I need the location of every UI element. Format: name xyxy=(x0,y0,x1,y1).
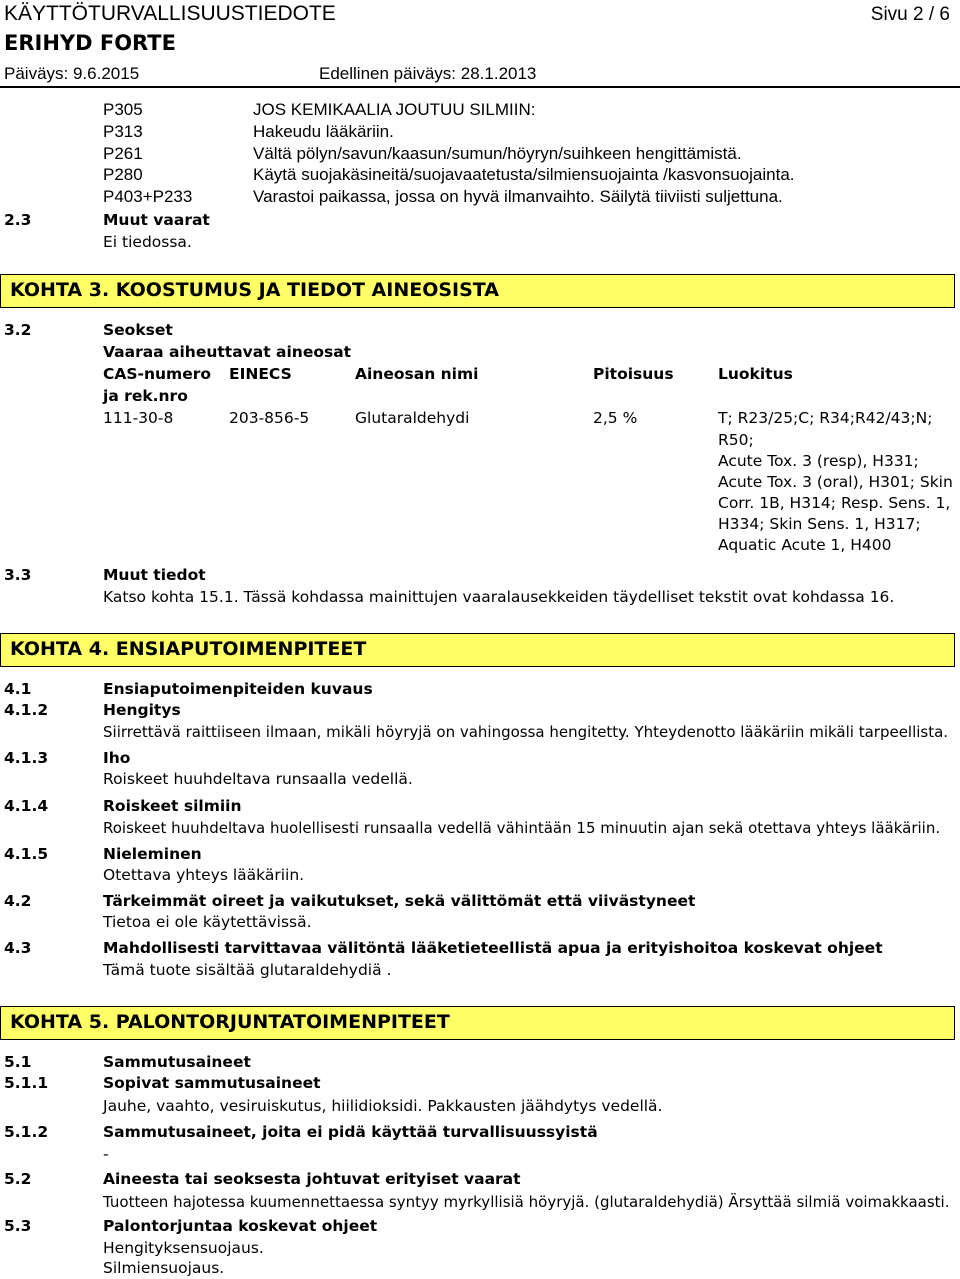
section-banner-4 xyxy=(0,633,955,667)
p-text: Vältä pölyn/savun/kaasun/sumun/höyryn/suihkeen hengittämistä. xyxy=(253,144,742,163)
table-cell-classification-line: R50; xyxy=(718,431,754,449)
section-title: Roiskeet silmiin xyxy=(103,797,242,815)
section-subtitle: Vaaraa aiheuttavat aineosat xyxy=(103,343,352,361)
section-number: 4.3 xyxy=(4,939,32,957)
header-divider xyxy=(0,86,960,88)
table-cell-classification-line: Acute Tox. 3 (oral), H301; Skin xyxy=(718,473,953,491)
previous-revision-date: Edellinen päiväys: 28.1.2013 xyxy=(319,64,537,83)
section-title: Palontorjuntaa koskevat ohjeet xyxy=(103,1217,378,1235)
section-number: 4.1.2 xyxy=(4,701,49,719)
p-text: Varastoi paikassa, jossa on hyvä ilmanvaihto. Säilytä tiiviisti suljettuna. xyxy=(253,187,783,206)
section-text: Roiskeet huuhdeltava huolellisesti runsaalla vedellä vähintään 15 minuutin ajan sekä otettava yhteys lääkäriin. xyxy=(103,819,941,837)
section-text: Ei tiedossa. xyxy=(103,233,192,251)
section-text: Jauhe, vaahto, vesiruiskutus, hiilidioksidi. Pakkausten jäähdytys vedellä. xyxy=(103,1097,663,1115)
section-text: Tämä tuote sisältää glutaraldehydiä . xyxy=(103,961,392,979)
table-header-concentration: Pitoisuus xyxy=(593,365,674,383)
table-cell-classification-line: Acute Tox. 3 (resp), H331; xyxy=(718,452,919,470)
table-cell-classification-line: T; R23/25;C; R34;R42/43;N; xyxy=(718,409,933,427)
section-title: Nieleminen xyxy=(103,845,202,863)
section-banner-3 xyxy=(0,274,955,308)
section-number: 4.1 xyxy=(4,680,32,698)
section-number: 5.1.2 xyxy=(4,1123,49,1141)
p-text: Käytä suojakäsineitä/suojavaatetusta/silmiensuojainta /kasvonsuojainta. xyxy=(253,165,795,184)
section-title: Mahdollisesti tarvittavaa välitöntä lääketieteellistä apua ja erityishoitoa koskevat ohjeet xyxy=(103,939,883,957)
section-title: Ensiaputoimenpiteiden kuvaus xyxy=(103,680,373,698)
section-banner-5 xyxy=(0,1006,955,1040)
document-title: KÄYTTÖTURVALLISUUSTIEDOTE xyxy=(4,2,336,25)
table-header-classification: Luokitus xyxy=(718,365,793,383)
section-text: Otettava yhteys lääkäriin. xyxy=(103,866,305,884)
p-code: P305 xyxy=(103,100,143,119)
section-title: Sammutusaineet, joita ei pidä käyttää turvallisuussyistä xyxy=(103,1123,598,1141)
section-text: - xyxy=(103,1145,109,1163)
section-text-line: Silmiensuojaus. xyxy=(103,1259,225,1277)
p-code: P313 xyxy=(103,122,143,141)
p-code: P261 xyxy=(103,144,143,163)
section-number: 3.3 xyxy=(4,566,32,584)
table-cell-cas: 111-30-8 xyxy=(103,409,174,427)
section-number: 4.1.3 xyxy=(4,749,49,767)
section-text: Tietoa ei ole käytettävissä. xyxy=(103,913,312,931)
table-header-cas: CAS-numero xyxy=(103,365,211,383)
section-number: 2.3 xyxy=(4,211,32,229)
section-number: 4.2 xyxy=(4,892,32,910)
p-code: P280 xyxy=(103,165,143,184)
section-title: Seokset xyxy=(103,321,173,339)
section-title: Sopivat sammutusaineet xyxy=(103,1074,321,1092)
section-banner-title: KOHTA 5. PALONTORJUNTATOIMENPITEET xyxy=(10,1011,450,1033)
table-cell-classification-line: Aquatic Acute 1, H400 xyxy=(718,536,892,554)
section-title: Iho xyxy=(103,749,131,767)
section-number: 4.1.4 xyxy=(4,797,49,815)
table-cell-name: Glutaraldehydi xyxy=(355,409,470,427)
section-title: Hengitys xyxy=(103,701,181,719)
section-text: Siirrettävä raittiiseen ilmaan, mikäli höyryjä on vahingossa hengitetty. Yhteydenotto lääkäriin mikäli tarpeellista. xyxy=(103,723,949,741)
section-title: Muut vaarat xyxy=(103,211,210,229)
product-name: ERIHYD FORTE xyxy=(4,31,176,55)
section-banner-title: KOHTA 3. KOOSTUMUS JA TIEDOT AINEOSISTA xyxy=(10,279,499,301)
table-cell-concentration: 2,5 % xyxy=(593,409,638,427)
section-number: 4.1.5 xyxy=(4,845,49,863)
section-text: Katso kohta 15.1. Tässä kohdassa mainittujen vaaralausekkeiden täydelliset tekstit ovat kohdassa 16. xyxy=(103,588,895,606)
section-title: Aineesta tai seoksesta johtuvat erityiset vaarat xyxy=(103,1170,521,1188)
table-header-einecs: EINECS xyxy=(229,365,292,383)
section-text: Roiskeet huuhdeltava runsaalla vedellä. xyxy=(103,770,413,788)
section-number: 5.3 xyxy=(4,1217,32,1235)
section-title: Muut tiedot xyxy=(103,566,206,584)
table-header-cas-cont: ja rek.nro xyxy=(103,387,188,405)
section-banner-title: KOHTA 4. ENSIAPUTOIMENPITEET xyxy=(10,638,367,660)
section-number: 5.2 xyxy=(4,1170,32,1188)
section-number: 5.1.1 xyxy=(4,1074,49,1092)
table-cell-einecs: 203-856-5 xyxy=(229,409,310,427)
section-text: Tuotteen hajotessa kuumennettaessa syntyy myrkyllisiä höyryjä. (glutaraldehydiä) Ärsyttää silmiä voimakkaasti. xyxy=(103,1193,950,1211)
p-text: JOS KEMIKAALIA JOUTUU SILMIIN: xyxy=(253,100,536,119)
revision-date: Päiväys: 9.6.2015 xyxy=(4,64,140,83)
p-code: P403+P233 xyxy=(103,187,193,206)
section-title: Tärkeimmät oireet ja vaikutukset, sekä välittömät että viivästyneet xyxy=(103,892,696,910)
section-number: 3.2 xyxy=(4,321,32,339)
p-text: Hakeudu lääkäriin. xyxy=(253,122,394,141)
section-title: Sammutusaineet xyxy=(103,1053,251,1071)
section-text-line: Hengityksensuojaus. xyxy=(103,1239,264,1257)
table-cell-classification-line: Corr. 1B, H314; Resp. Sens. 1, xyxy=(718,494,951,512)
section-number: 5.1 xyxy=(4,1053,32,1071)
page-number: Sivu 2 / 6 xyxy=(870,4,950,25)
table-cell-classification-line: H334; Skin Sens. 1, H317; xyxy=(718,515,921,533)
table-header-name: Aineosan nimi xyxy=(355,365,479,383)
